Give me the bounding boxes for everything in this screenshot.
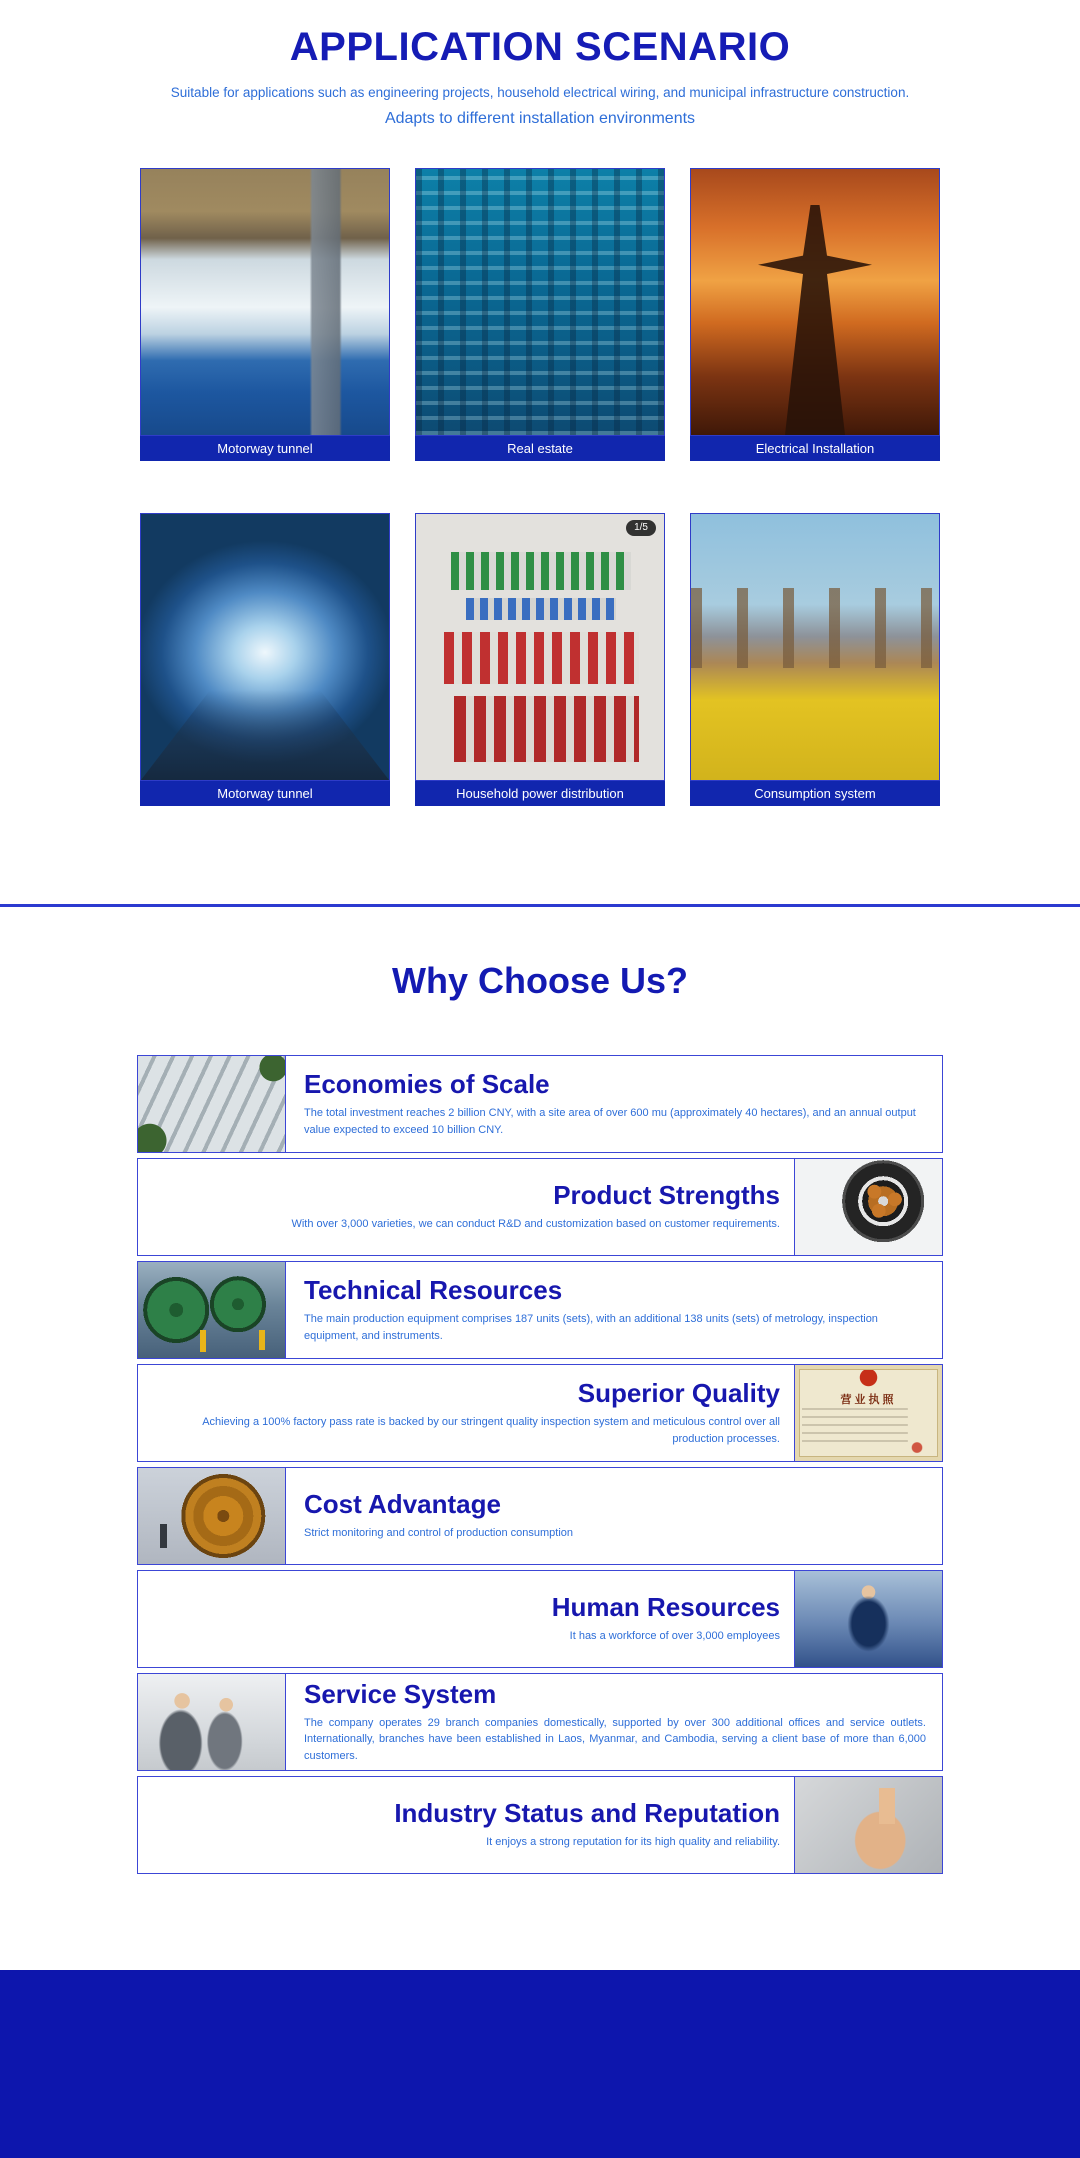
scenario-caption: Motorway tunnel (140, 781, 390, 806)
scenario-card-consumption (690, 513, 940, 806)
feature-description: The total investment reaches 2 billion CNY, with a site area of over 600 mu (approximately 40 hectares), and an annual output value expected to exceed 10 billion CNY. (304, 1107, 916, 1136)
scenario-card-tunnel (140, 513, 390, 806)
transmission-tower-image[interactable] (690, 168, 940, 436)
feature-title: Economies of Scale (304, 1069, 550, 1099)
feature-card-product-strengths (137, 1158, 943, 1256)
scenario-caption: Household power distribution (415, 781, 665, 806)
business-license-image (794, 1365, 942, 1461)
feature-card-service-system (137, 1673, 943, 1771)
scenario-grid (140, 168, 940, 806)
section-divider (0, 904, 1080, 907)
motorway-tunnel-image[interactable] (140, 513, 390, 781)
power-distribution-image[interactable] (415, 513, 665, 781)
customer-service-image (138, 1674, 286, 1770)
feature-title: Human Resources (551, 1592, 780, 1623)
factory-aerial-image (138, 1056, 286, 1152)
scenario-card-hydro-dam (140, 168, 390, 461)
feature-description: The main production equipment comprises 187 units (sets), with an additional 138 units (sets) of metrology, inspection equipment, and instruments. (304, 1313, 878, 1342)
scenario-card-real-estate (415, 168, 665, 461)
feature-card-superior-quality (137, 1364, 943, 1462)
feature-title: Superior Quality (577, 1378, 780, 1408)
cable-cross-section-image (794, 1159, 942, 1255)
celebrating-employee-image (794, 1571, 942, 1667)
refinery-image[interactable] (690, 513, 940, 781)
business-license-title: 营业执照 (840, 1394, 897, 1406)
scenario-caption: Motorway tunnel (140, 436, 390, 461)
feature-description: It enjoys a strong reputation for its high quality and reliability. (486, 1836, 780, 1849)
feature-card-industry-status (137, 1776, 943, 1874)
copper-coil-image (138, 1468, 286, 1564)
feature-card-technical-resources (137, 1261, 943, 1359)
scenario-caption: Electrical Installation (690, 436, 940, 461)
feature-title: Service System (304, 1678, 497, 1709)
section-why-choose-us (0, 959, 1080, 1874)
feature-card-cost-advantage (137, 1467, 943, 1565)
section-application-scenario (0, 0, 1080, 806)
feature-card-economies-of-scale (137, 1055, 943, 1153)
skyscraper-image[interactable] (415, 168, 665, 436)
section-subtitle: Suitable for applications such as engineering projects, household electrical wiring, and municipal infrastructure construction. (170, 85, 910, 100)
feature-description: It has a workforce of over 3,000 employees (569, 1630, 780, 1643)
why-choose-us-title: Why Choose Us? (391, 960, 688, 1001)
feature-title: Industry Status and Reputation (394, 1798, 780, 1829)
feature-card-human-resources (137, 1570, 943, 1668)
feature-description: The company operates 29 branch companies domestically, supported by over 300 additional offices and service outlets. Internationally, branches have been established in Laos, Myanmar, and Cambodia, serving a client base of more than 6,000 customers. (304, 1716, 926, 1762)
feature-title: Technical Resources (304, 1275, 563, 1305)
page-footer (0, 1970, 1080, 2158)
scenario-caption: Real estate (415, 436, 665, 461)
scenario-card-power-distribution (415, 513, 665, 806)
thumbs-up-image (794, 1777, 942, 1873)
feature-description: Achieving a 100% factory pass rate is backed by our stringent quality inspection system and meticulous control over all production processes. (202, 1416, 780, 1445)
scenario-caption: Consumption system (690, 781, 940, 806)
scenario-card-electrical (690, 168, 940, 461)
hydro-dam-image[interactable] (140, 168, 390, 436)
feature-title: Product Strengths (553, 1180, 780, 1211)
carousel-page-badge: 1/5 (626, 520, 656, 536)
cable-reels-image (138, 1262, 286, 1358)
feature-title: Cost Advantage (304, 1489, 501, 1520)
feature-description: With over 3,000 varieties, we can conduct R&D and customization based on customer requirements. (291, 1218, 780, 1231)
feature-description: Strict monitoring and control of production consumption (304, 1527, 574, 1540)
feature-list (137, 1055, 943, 1874)
section-subtitle-2: Adapts to different installation environments (384, 110, 696, 127)
section-title: APPLICATION SCENARIO (289, 25, 791, 69)
